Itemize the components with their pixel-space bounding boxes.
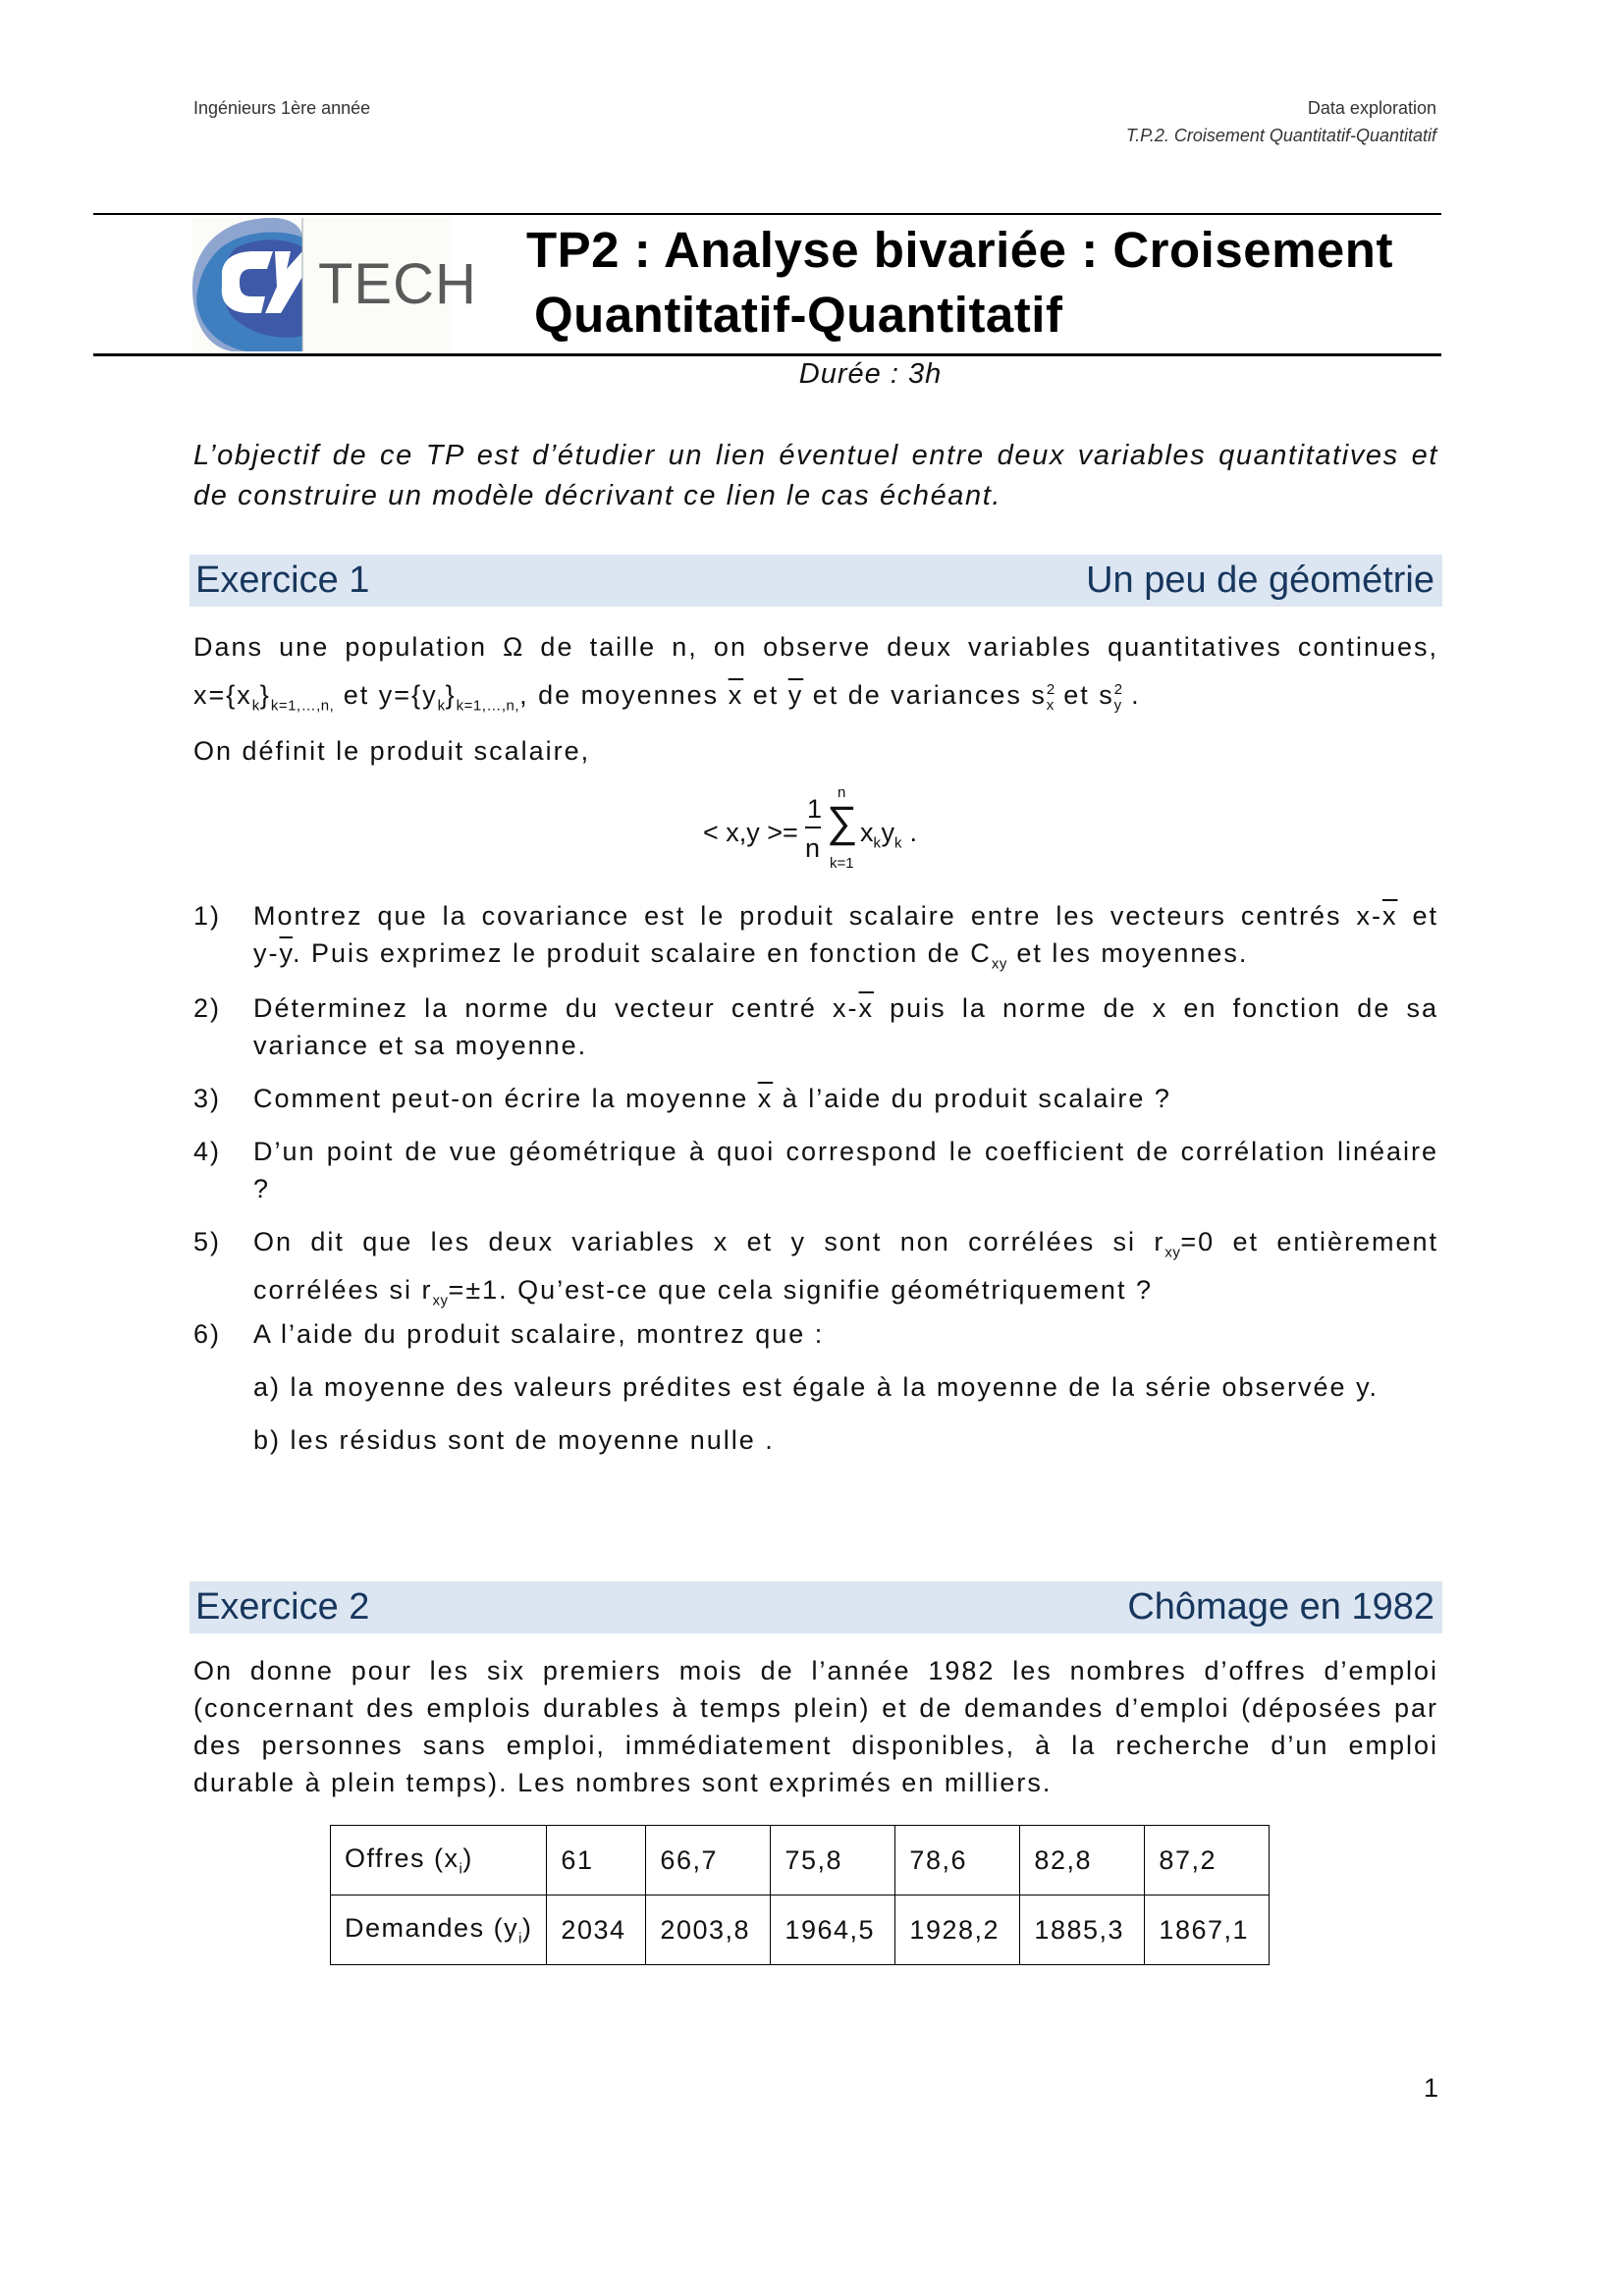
table-cell: 1964,5: [771, 1896, 895, 1965]
page-number: 1: [1424, 2073, 1439, 2103]
exercise-1-subtitle: Un peu de géométrie: [1086, 560, 1434, 601]
exercise-1-para-1a: Dans une population Ω de taille n, on observe deux variables quantitatives continues,: [193, 632, 1438, 662]
table-cell: 87,2: [1145, 1826, 1270, 1896]
question-6a: a) la moyenne des valeurs prédites est égale à la moyenne de la série observée y.: [253, 1372, 1380, 1402]
question-5: 5) On dit que les deux variables x et y sont non corrélées si $r_{xy}=0$ et entièrement corrélées si $r_{xy}=\pm 1$. Qu’est-ce que cela signifie géométriquement ?: [193, 1227, 1438, 1309]
question-6b: b) les résidus sont de moyenne nulle .: [253, 1425, 775, 1455]
question-2: 2) Déterminez la norme du vecteur centré $x-\overline{x}$ puis la norme de x en fonction de sa variance et sa moyenne.: [193, 993, 1438, 1060]
question-1: 1) Montrez que la covariance est le produit scalaire entre les vecteurs centrés $x-\overline{x}$ et $y-\overline{y}$. Puis exprimez le produit scalaire en fonction de $C_{xy}$ et les moyennes.: [193, 901, 1438, 973]
y-bar: $\overline{y}$: [787, 680, 804, 710]
exercise-2-label: Exercice 2: [195, 1586, 370, 1628]
exercise-1-banner: [189, 555, 1442, 607]
table-cell: 78,6: [895, 1826, 1020, 1896]
duration: Durée : 3h: [798, 358, 943, 390]
table-cell: 66,7: [646, 1826, 771, 1896]
table-cell: 1867,1: [1145, 1896, 1270, 1965]
title-rule-bottom: [93, 353, 1441, 356]
header-tp: T.P.2. Croisement Quantitatif-Quantitatif: [1125, 126, 1436, 145]
x-bar: $\overline{x}$: [728, 680, 744, 710]
question-3: 3) Comment peut-on écrire la moyenne $\overline{x}$ à l’aide du produit scalaire ?: [193, 1084, 1171, 1113]
title-line-2: Quantitatif-Quantitatif: [534, 287, 1063, 343]
header-course: Data exploration: [1307, 98, 1436, 118]
table-cell: 61: [547, 1826, 646, 1896]
page-title: [526, 218, 1393, 347]
table-cell: 82,8: [1020, 1826, 1145, 1896]
table-cell: 1885,3: [1020, 1896, 1145, 1965]
table-cell: 2034: [547, 1896, 646, 1965]
exercise-2-subtitle: Chômage en 1982: [1127, 1586, 1434, 1628]
table-row-offres: [331, 1826, 1270, 1896]
unemployment-table: [330, 1825, 1270, 1965]
header-left: Ingénieurs 1ère année: [193, 98, 371, 118]
exercise-1-para-1b: $x=\{x_k\}_{k=1,\dots,n,}$ et $y=\{y_k\}_{k=1,\dots,n,}$, de moyennes $\overline{x}$ et $\overline{y}$ et de variances $s^2_x$ et $s^2_y$ .: [193, 680, 1141, 715]
intro-paragraph: L’objectif de ce TP est d’étudier un lien éventuel entre deux variables quantitatives et de construire un modèle décrivant ce lien le cas échéant.: [193, 440, 1438, 511]
logo-text: TECH: [318, 252, 477, 316]
row-label: Demandes $(y_i)$: [331, 1896, 547, 1965]
table-row-demandes: [331, 1896, 1270, 1965]
table-cell: 75,8: [771, 1826, 895, 1896]
question-4: 4) D’un point de vue géométrique à quoi correspond le coefficient de corrélation linéaire ?: [193, 1137, 1438, 1203]
exercise-2-banner: [189, 1581, 1442, 1633]
question-6: 6) A l’aide du produit scalaire, montrez que :: [193, 1319, 825, 1349]
exercise-1-label: Exercice 1: [195, 560, 370, 601]
cytech-logo: [192, 218, 477, 351]
title-rule-top: [93, 213, 1441, 215]
exercise-1-para-2: On définit le produit scalaire,: [193, 736, 591, 766]
table-cell: 2003,8: [646, 1896, 771, 1965]
title-line-1: TP2 : Analyse bivariée : Croisement: [526, 222, 1393, 278]
table-cell: 1928,2: [895, 1896, 1020, 1965]
row-label: Offres $(x_i)$: [331, 1826, 547, 1896]
exercise-2-paragraph: On donne pour les six premiers mois de l’année 1982 les nombres d’offres d’emploi (concernant des emplois durables à temps plein) et de demandes d’emploi (déposées par des personnes sans emploi, immédiatement disponibles, à la recherche d’un emploi durable à plein temps). Les nombres sont exprimés en milliers.: [193, 1656, 1438, 1797]
